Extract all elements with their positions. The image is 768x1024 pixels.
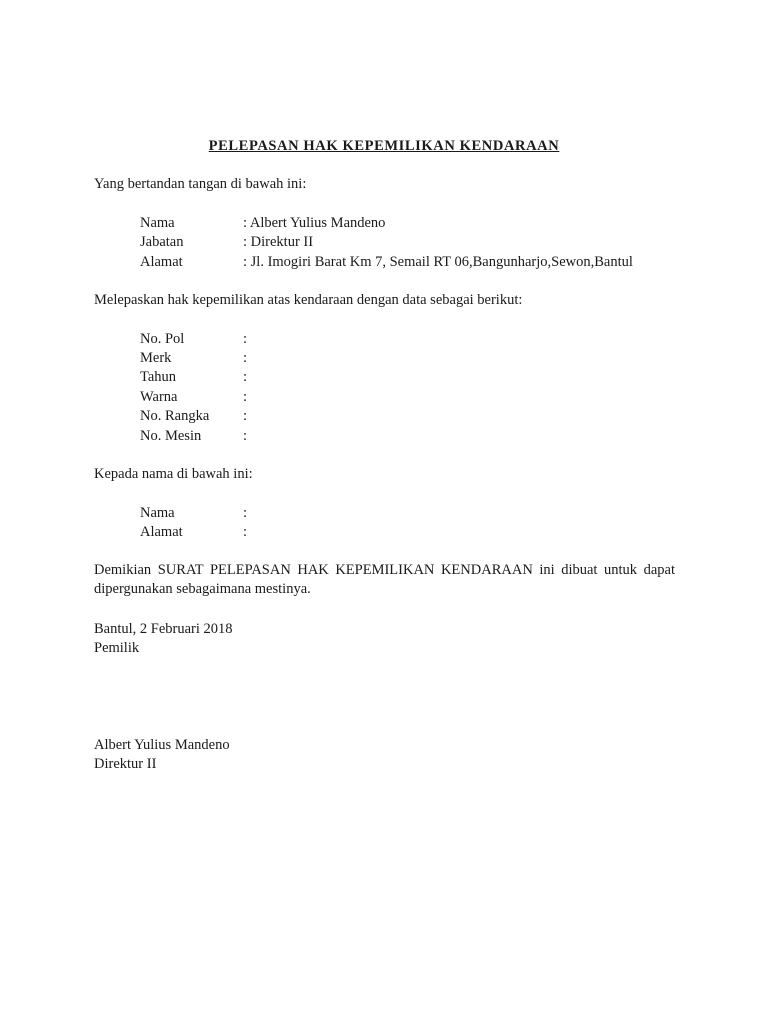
- field-label: Nama: [140, 505, 175, 521]
- field-value: :: [243, 408, 248, 424]
- field-label: No. Pol: [140, 331, 185, 347]
- recipient-field-name: [140, 504, 247, 523]
- field-label: Merk: [140, 350, 172, 366]
- place-date: Bantul, 2 Februari 2018: [94, 621, 233, 637]
- recipient-intro: Kepada nama di bawah ini:: [94, 466, 253, 482]
- owner-field-name: [140, 214, 385, 233]
- signer-title: Direktur II: [94, 756, 157, 772]
- field-label: Warna: [140, 389, 178, 405]
- owner-field-address: [140, 253, 633, 272]
- field-label: Tahun: [140, 369, 177, 385]
- field-value: :: [243, 350, 248, 366]
- field-value: :: [243, 505, 248, 521]
- vehicle-field-color: [140, 388, 247, 407]
- field-label: Alamat: [140, 254, 183, 270]
- vehicle-field-plate: [140, 330, 247, 349]
- field-value: :: [243, 389, 248, 405]
- signer-name: Albert Yulius Mandeno: [94, 737, 230, 753]
- field-value: :: [243, 524, 248, 540]
- intro-text: Yang bertandan tangan di bawah ini:: [94, 176, 307, 192]
- field-value: :: [243, 369, 248, 385]
- field-label: Nama: [140, 215, 175, 231]
- field-label: Alamat: [140, 524, 183, 540]
- release-statement: Melepaskan hak kepemilikan atas kendaraan dengan data sebagai berikut:: [94, 292, 523, 308]
- field-value: : Direktur II: [243, 234, 314, 250]
- vehicle-field-chassis: [140, 407, 247, 426]
- field-label: Jabatan: [140, 234, 184, 250]
- field-value: :: [243, 331, 248, 347]
- field-label: No. Rangka: [140, 408, 210, 424]
- vehicle-field-year: [140, 368, 247, 387]
- vehicle-field-engine: [140, 427, 247, 446]
- recipient-field-address: [140, 523, 247, 542]
- field-label: No. Mesin: [140, 428, 202, 444]
- document-title: PELEPASAN HAK KEPEMILIKAN KENDARAAN: [208, 138, 560, 154]
- field-value: : Jl. Imogiri Barat Km 7, Semail RT 06,Bangunharjo,Sewon,Bantul: [243, 254, 633, 270]
- field-value: : Albert Yulius Mandeno: [243, 215, 386, 231]
- vehicle-field-brand: [140, 349, 247, 368]
- closing-paragraph: Demikian SURAT PELEPASAN HAK KEPEMILIKAN KENDARAAN ini dibuat untuk dapat dipergunakan sebagaimana mestinya.: [94, 562, 675, 598]
- owner-field-position: [140, 233, 313, 252]
- field-value: :: [243, 428, 248, 444]
- signer-role: Pemilik: [94, 640, 140, 656]
